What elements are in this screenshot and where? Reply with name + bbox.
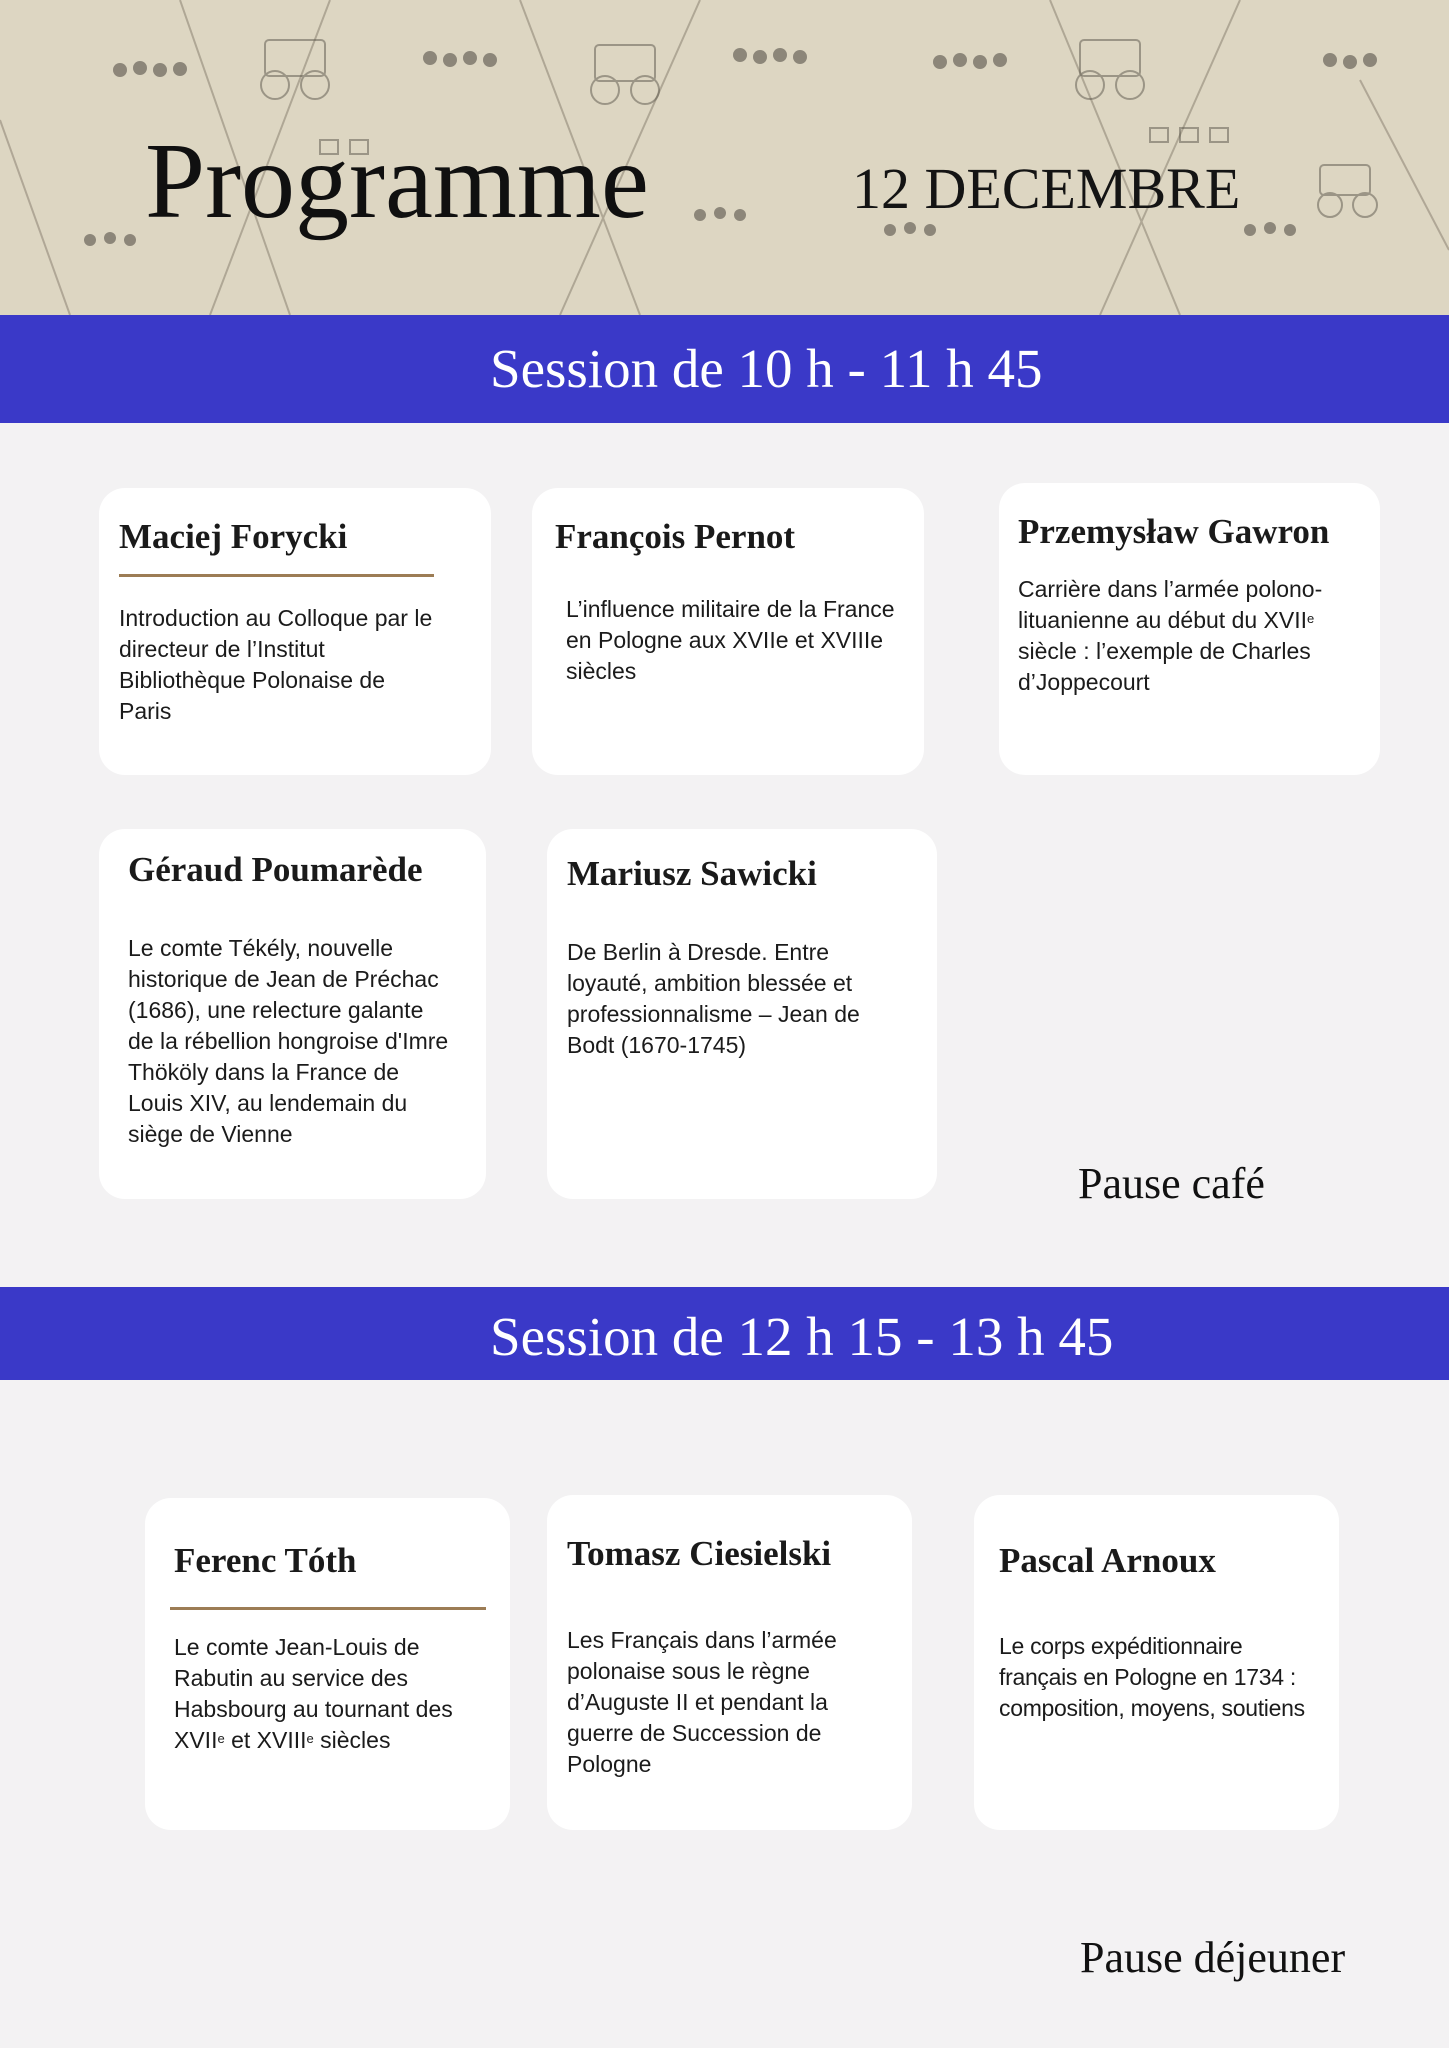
session-1-title: Session de 10 h - 11 h 45 <box>490 338 1043 399</box>
speaker-name: Pascal Arnoux <box>999 1541 1216 1580</box>
session-2-banner <box>0 1287 1449 1380</box>
talk-description: Introduction au Colloque par le directeur de l’Institut Bibliothèque Polonaise de Paris <box>119 605 433 724</box>
speaker-name: Mariusz Sawicki <box>567 854 817 893</box>
speaker-name: Przemysław Gawron <box>1018 512 1330 551</box>
event-date: 12 DECEMBRE <box>852 156 1241 221</box>
divider <box>119 574 434 577</box>
talk-description: Le corps expéditionnaire français en Pologne en 1734 : composition, moyens, soutiens <box>999 1633 1305 1721</box>
talk-card <box>547 1495 912 1830</box>
header-banner <box>0 0 1449 315</box>
talk-card <box>99 488 491 775</box>
talk-card <box>99 829 486 1199</box>
talk-card <box>532 488 924 775</box>
talk-description: Le comte Tékély, nouvelle historique de Jean de Préchac (1686), une relecture galante de la rébellion hongroise d'Imre Thököly dans la France de Louis XIV, au lendemain du siège de Vienne <box>128 935 449 1147</box>
speaker-name: Géraud Poumarède <box>128 850 423 889</box>
talk-description: Les Français dans l’armée polonaise sous le règne d’Auguste II et pendant la guerre de Succession de Pologne <box>567 1627 837 1777</box>
speaker-name: Maciej Forycki <box>119 517 348 556</box>
talk-description: L’influence militaire de la France en Pologne aux XVIIe et XVIIIe siècles <box>566 596 895 684</box>
talk-card <box>974 1495 1339 1830</box>
coffee-break-label: Pause café <box>1078 1159 1265 1208</box>
page-title: Programme <box>145 122 649 241</box>
session-2-title: Session de 12 h 15 - 13 h 45 <box>490 1306 1114 1367</box>
lunch-break-label: Pause déjeuner <box>1080 1933 1346 1982</box>
talk-card <box>999 483 1380 775</box>
talk-description: De Berlin à Dresde. Entre loyauté, ambition blessée et professionnalisme – Jean de Bodt (1670-1745) <box>567 939 860 1058</box>
speaker-name: Ferenc Tóth <box>174 1541 357 1580</box>
talk-description: Le comte Jean-Louis de Rabutin au service des Habsbourg au tournant des XVIIe et XVIIIe siècles <box>174 1634 453 1753</box>
session-1-banner <box>0 315 1449 423</box>
speaker-name: Tomasz Ciesielski <box>567 1534 832 1573</box>
divider <box>170 1607 486 1610</box>
talk-card <box>547 829 937 1199</box>
talk-description: Carrière dans l’armée polono-lituanienne au début du XVIIe siècle : l’exemple de Charles d’Joppecourt <box>1018 576 1323 695</box>
talk-card <box>145 1498 510 1830</box>
speaker-name: François Pernot <box>555 517 796 556</box>
